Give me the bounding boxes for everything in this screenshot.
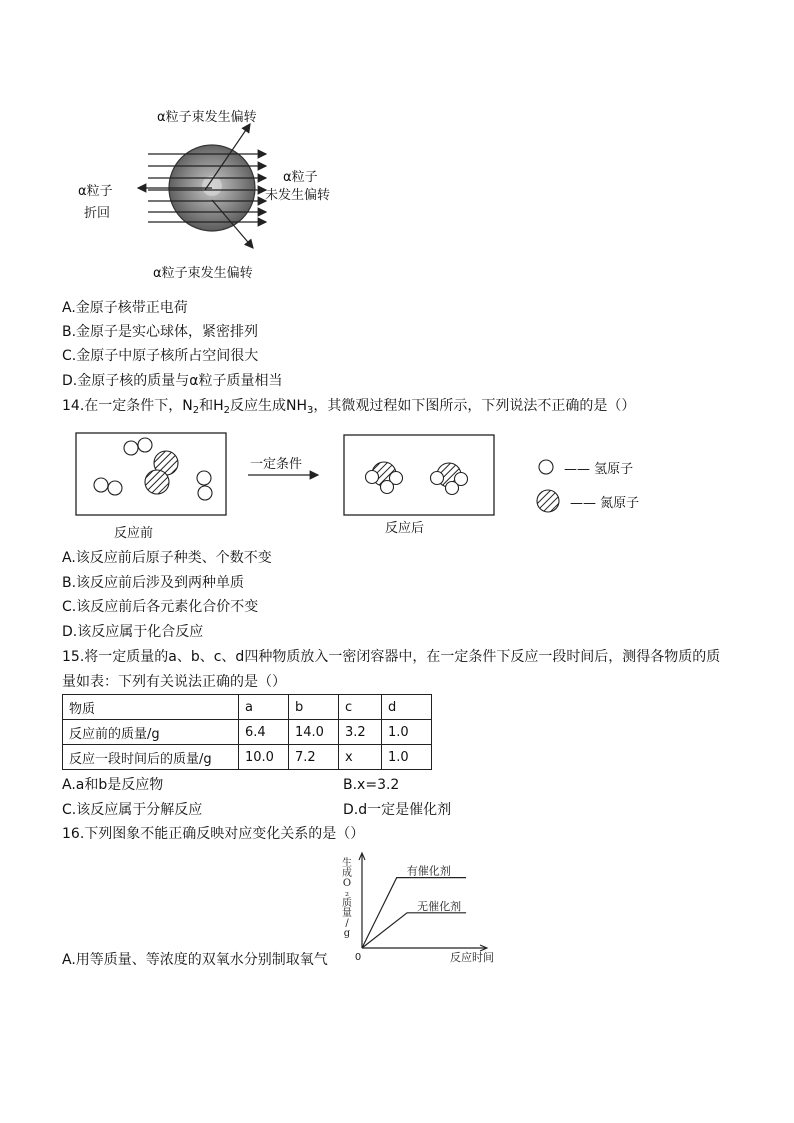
table-cell: 物质 — [63, 695, 239, 720]
label-undeflected-2: 未发生偏转 — [265, 188, 331, 203]
q16-option-a: A.用等质量、等浓度的双氧水分别制取氧气 — [62, 952, 328, 968]
label-rebound-2: 折回 — [84, 206, 111, 221]
table-cell: 14.0 — [289, 720, 339, 745]
alpha-scattering-diagram — [0, 0, 794, 300]
q13-option-c: C.金原子中原子核所占空间很大 — [62, 348, 259, 364]
legend-nitrogen: —— 氮原子 — [570, 496, 640, 511]
after-label: 反应后 — [385, 521, 425, 536]
legend-hydrogen: —— 氢原子 — [564, 462, 634, 477]
q16-stem: 16.下列图象不能正确反映对应变化关系的是（） — [62, 826, 365, 842]
q15-option-a: A.a和b是反应物 — [62, 777, 164, 793]
label-deflected-bottom: α粒子束发生偏转 — [153, 266, 253, 281]
q15-option-c: C.该反应属于分解反应 — [62, 802, 203, 818]
before-label: 反应前 — [114, 526, 154, 541]
hydrogen-legend-icon — [539, 460, 553, 474]
q14-option-c: C.该反应前后各元素化合价不变 — [62, 599, 259, 615]
y-axis-label-char: O — [342, 878, 352, 889]
x-axis-label: 反应时间 — [450, 951, 494, 964]
nitrogen-legend-icon — [537, 490, 559, 512]
q13-option-d: D.金原子核的质量与α粒子质量相当 — [62, 373, 283, 389]
table-header-row — [63, 695, 432, 720]
y-axis-label-char: 量 — [342, 908, 352, 919]
oxygen-production-chart — [338, 852, 498, 972]
table-cell: 1.0 — [382, 745, 432, 770]
table-cell: 1.0 — [382, 720, 432, 745]
series-label-1: 无催化剂 — [417, 899, 462, 913]
q13-option-a: A.金原子核带正电荷 — [62, 300, 188, 316]
y-axis-label-char: 质 — [342, 898, 352, 909]
label-deflected-top: α粒子束发生偏转 — [157, 110, 257, 125]
table-cell: a — [239, 695, 289, 720]
table-cell: b — [289, 695, 339, 720]
table-cell: 3.2 — [339, 720, 382, 745]
y-axis-label-char: 成 — [342, 868, 352, 879]
q14-option-a: A.该反应前后原子种类、个数不变 — [62, 550, 272, 566]
table-cell: 10.0 — [239, 745, 289, 770]
label-rebound-1: α粒子 — [78, 184, 113, 199]
origin-label: 0 — [354, 952, 362, 963]
table-cell: 反应一段时间后的质量/g — [63, 745, 239, 770]
series-label-0: 有催化剂 — [406, 864, 451, 878]
q14-option-d: D.该反应属于化合反应 — [62, 624, 204, 640]
table-cell: 7.2 — [289, 745, 339, 770]
q15-option-d: D.d一定是催化剂 — [343, 802, 452, 818]
q14-option-b: B.该反应前后涉及到两种单质 — [62, 575, 245, 591]
series-line-1 — [362, 913, 466, 948]
table-cell: d — [382, 695, 432, 720]
q13-option-b: B.金原子是实心球体，紧密排列 — [62, 324, 259, 340]
mass-table — [62, 694, 432, 770]
label-undeflected-1: α粒子 — [283, 170, 318, 185]
arrow-condition-label: 一定条件 — [250, 457, 303, 472]
q14-stem: 14.在一定条件下，$N_2$和$H_2$反应生成$NH_3$，其微观过程如下图所示，下列说法不正确的是（） — [62, 398, 636, 416]
table-cell: x — [339, 745, 382, 770]
table-row — [63, 745, 432, 770]
table-cell: c — [339, 695, 382, 720]
table-cell: 反应前的质量/g — [63, 720, 239, 745]
q15-stem-line-2: 量如表：下列有关说法正确的是（） — [62, 674, 286, 690]
q15-stem-line-1: 15.将一定质量的a、b、c、d四种物质放入一密闭容器中，在一定条件下反应一段时间后，测得各物质的质 — [62, 649, 721, 665]
y-axis-label-char: ₂ — [344, 888, 350, 899]
y-axis-label-char: / — [345, 918, 349, 929]
table-row — [63, 720, 432, 745]
y-axis-label-char: 生 — [342, 858, 352, 869]
y-axis-label-char: g — [343, 928, 351, 939]
table-cell: 6.4 — [239, 720, 289, 745]
q15-option-b: B.x=3.2 — [343, 777, 400, 793]
